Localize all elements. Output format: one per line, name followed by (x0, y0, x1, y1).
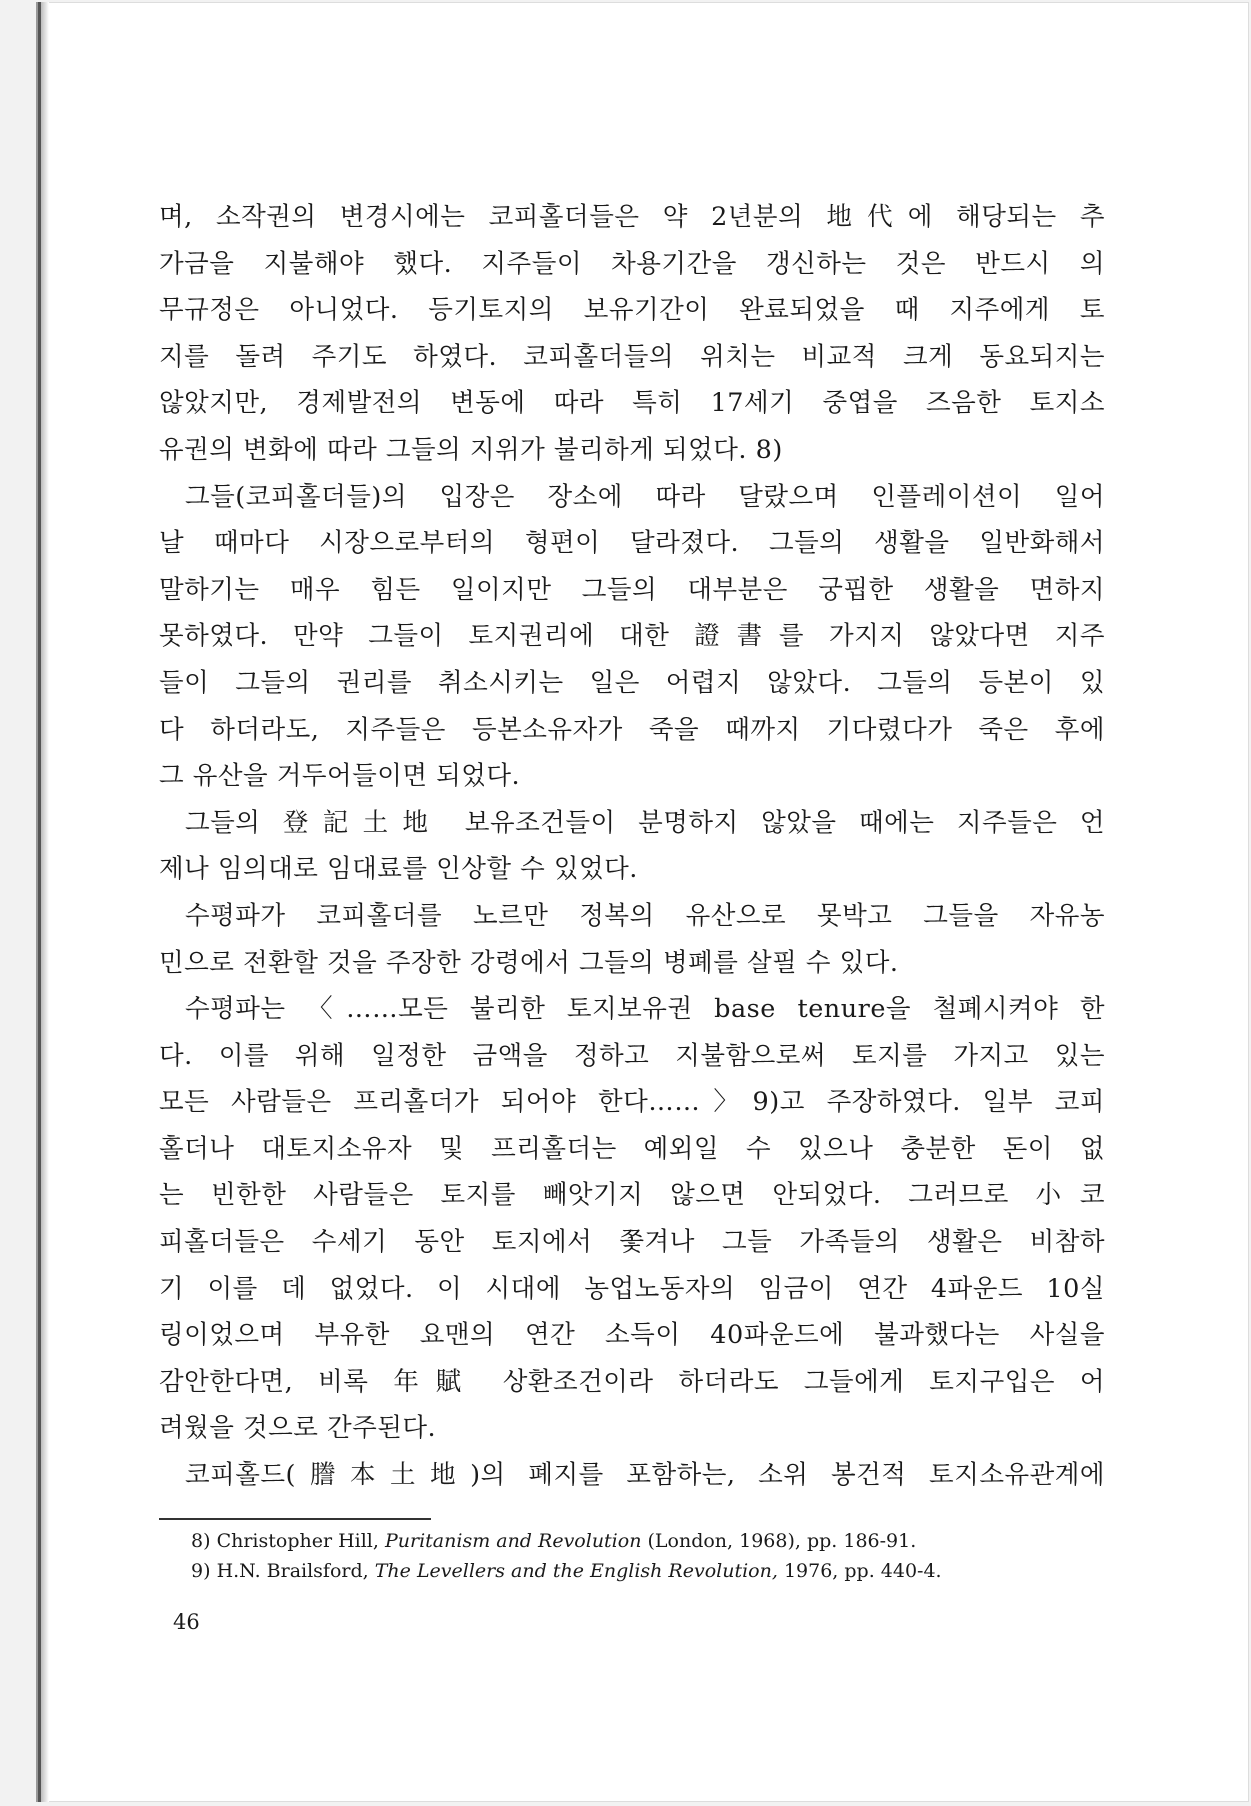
body-text (159, 194, 1105, 1499)
text-line: 가금을 지불해야 했다. 지주들이 차용기간을 갱신하는 것은 반드시 의 (159, 248, 1105, 279)
footnote-8 (191, 1526, 1091, 1556)
text-line: 그 유산을 거두어들이면 되었다. (159, 761, 521, 792)
text-line: 는 빈한한 사람들은 토지를 빼앗기지 않으면 안되었다. 그러므로 小코 (159, 1180, 1105, 1211)
text-line: 그들(코피홀더들)의 입장은 장소에 따라 달랐으며 인플레이션이 일어 (185, 481, 1105, 512)
text-line: 홀더나 대토지소유자 및 프리홀더는 예외일 수 있으나 충분한 돈이 없 (159, 1133, 1105, 1164)
book-page (38, 2, 1249, 1802)
text-line: 코피홀드(謄本土地)의 폐지를 포함하는, 소위 봉건적 토지소유관계에 (185, 1460, 1105, 1491)
text-line: 무규정은 아니었다. 등기토지의 보유기간이 완료되었을 때 지주에게 토 (159, 295, 1105, 326)
text-line: 감안한다면, 비록 年賦 상환조건이라 하더라도 그들에게 토지구입은 어 (159, 1366, 1105, 1397)
footnotes (191, 1526, 1091, 1586)
footnote-details: 1976, pp. 440-4. (783, 1560, 942, 1582)
text-line: 민으로 전환할 것을 주장한 강령에서 그들의 병폐를 살필 수 있다. (159, 947, 899, 978)
footnote-divider (159, 1518, 431, 1520)
text-line: 제나 임의대로 임대료를 인상할 수 있었다. (159, 854, 638, 885)
text-line: 날 때마다 시장으로부터의 형편이 달라졌다. 그들의 생활을 일반화해서 (159, 528, 1105, 559)
text-line: 피홀더들은 수세기 동안 토지에서 쫓겨나 그들 가족들의 생활은 비참하 (159, 1227, 1105, 1258)
text-line: 유권의 변화에 따라 그들의 지위가 불리하게 되었다. 8) (159, 434, 783, 465)
text-line: 않았지만, 경제발전의 변동에 따라 특히 17세기 중엽을 즈음한 토지소 (159, 388, 1105, 419)
footnote-author: H.N. Brailsford, (216, 1560, 369, 1582)
text-line: 려웠을 것으로 간주된다. (159, 1413, 437, 1444)
footnote-details: (London, 1968), pp. 186-91. (647, 1530, 917, 1552)
footnote-number: 8) (191, 1530, 211, 1552)
text-line: 그들의 登記土地 보유조건들이 분명하지 않았을 때에는 지주들은 언 (185, 807, 1105, 838)
page-binding-shadow (41, 2, 49, 1802)
page-number: 46 (173, 1610, 200, 1634)
text-line: 말하기는 매우 힘든 일이지만 그들의 대부분은 궁핍한 생활을 면하지 (159, 574, 1105, 605)
text-line: 수평파가 코피홀더를 노르만 정복의 유산으로 못박고 그들을 자유농 (185, 900, 1105, 931)
text-line: 다. 이를 위해 일정한 금액을 정하고 지불함으로써 토지를 가지고 있는 (159, 1040, 1105, 1071)
text-line: 다 하더라도, 지주들은 등본소유자가 죽을 때까지 기다렸다가 죽은 후에 (159, 714, 1105, 745)
text-line: 모든 사람들은 프리홀더가 되어야 한다……〉9)고 주장하였다. 일부 코피 (159, 1087, 1105, 1118)
text-line: 지를 돌려 주기도 하였다. 코피홀더들의 위치는 비교적 크게 동요되지는 (159, 341, 1105, 372)
text-line: 며, 소작권의 변경시에는 코피홀더들은 약 2년분의 地代에 해당되는 추 (159, 202, 1105, 232)
footnote-title: The Levellers and the English Revolution, (374, 1560, 778, 1582)
text-line: 못하였다. 만약 그들이 토지권리에 대한 證書를 가지지 않았다면 지주 (159, 621, 1105, 652)
footnote-author: Christopher Hill, (216, 1530, 379, 1552)
text-line: 기 이를 데 없었다. 이 시대에 농업노동자의 임금이 연간 4파운드 10실 (159, 1273, 1105, 1304)
text-line: 들이 그들의 권리를 취소시키는 일은 어렵지 않았다. 그들의 등본이 있 (159, 667, 1105, 698)
footnote-title: Puritanism and Revolution (384, 1530, 642, 1552)
footnote-number: 9) (191, 1560, 211, 1582)
text-line: 수평파는 〈……모든 불리한 토지보유권 base tenure을 철폐시켜야 한 (185, 994, 1105, 1025)
footnote-9 (191, 1556, 1091, 1586)
text-line: 링이었으며 부유한 요맨의 연간 소득이 40파운드에 불과했다는 사실을 (159, 1320, 1105, 1351)
